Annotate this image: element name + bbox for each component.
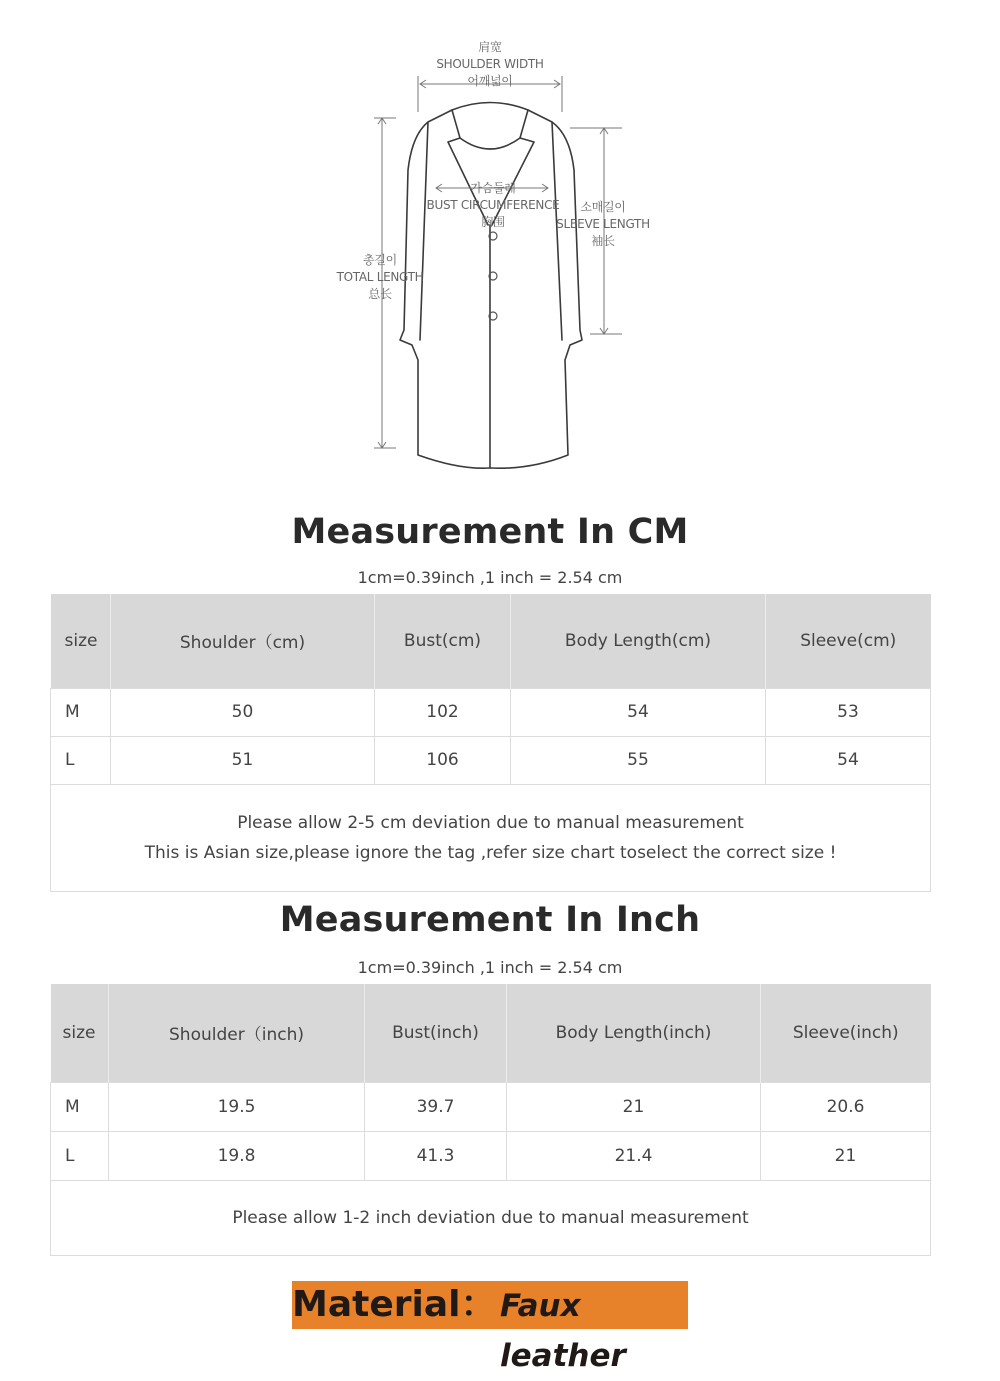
table-row (51, 1131, 931, 1180)
cell-shoulder: 19.5 (109, 1082, 365, 1131)
cell-shoulder: 19.8 (109, 1131, 365, 1180)
header-bust: Bust(inch) (365, 984, 507, 1082)
cell-size: L (51, 736, 111, 784)
cell-body-length: 55 (511, 736, 766, 784)
cell-shoulder: 50 (111, 688, 375, 736)
inch-section-title: Measurement In Inch (279, 900, 701, 940)
cell-body-length: 21.4 (507, 1131, 761, 1180)
cell-bust: 41.3 (365, 1131, 507, 1180)
deviation-note (51, 784, 931, 891)
header-body-length: Body Length(cm) (511, 594, 766, 688)
header-size: size (51, 594, 111, 688)
table-row (51, 1082, 931, 1131)
note-line: This is Asian size,please ignore the tag ,refer size chart toselect the correct size ! (144, 842, 837, 863)
cm-size-table (50, 594, 931, 892)
inch-conversion-note: 1cm=0.39inch ,1 inch = 2.54 cm (357, 958, 623, 977)
table-row (51, 736, 931, 784)
cell-size: M (51, 688, 111, 736)
table-header-row (51, 984, 931, 1082)
table-note-row (51, 784, 931, 891)
table-note-row (51, 1180, 931, 1255)
bust-circumference-label: 가슴둘레 BUST CIRCUMFERENCE 胸围 (426, 181, 560, 229)
cell-sleeve: 21 (761, 1131, 931, 1180)
header-body-length: Body Length(inch) (507, 984, 761, 1082)
cell-sleeve: 20.6 (761, 1082, 931, 1131)
table-row (51, 688, 931, 736)
header-bust: Bust(cm) (375, 594, 511, 688)
material-value: Faux leather (500, 1288, 626, 1374)
cell-sleeve: 54 (766, 736, 931, 784)
cell-body-length: 54 (511, 688, 766, 736)
shoulder-width-label: 肩宽 SHOULDER WIDTH 어깨넓이 (436, 40, 544, 88)
material-label: Material： (292, 1284, 497, 1325)
cell-bust: 102 (375, 688, 511, 736)
total-length-label: 총길이 TOTAL LENGTH 总长 (336, 253, 424, 301)
cell-body-length: 21 (507, 1082, 761, 1131)
sleeve-length-label: 소매길이 SLEEVE LENGTH 袖长 (556, 200, 650, 248)
header-sleeve: Sleeve(inch) (761, 984, 931, 1082)
cell-size: M (51, 1082, 109, 1131)
header-size: size (51, 984, 109, 1082)
cell-shoulder: 51 (111, 736, 375, 784)
deviation-note: Please allow 1-2 inch deviation due to manual measurement (51, 1180, 931, 1255)
header-sleeve: Sleeve(cm) (766, 594, 931, 688)
cell-bust: 39.7 (365, 1082, 507, 1131)
cm-section-title: Measurement In CM (291, 512, 689, 552)
note-line: Please allow 2-5 cm deviation due to manual measurement (237, 812, 744, 833)
cell-bust: 106 (375, 736, 511, 784)
cell-size: L (51, 1131, 109, 1180)
coat-size-diagram (0, 0, 1000, 480)
cell-sleeve: 53 (766, 688, 931, 736)
material-banner (292, 1281, 688, 1374)
table-header-row (51, 594, 931, 688)
cm-conversion-note: 1cm=0.39inch ,1 inch = 2.54 cm (357, 568, 623, 587)
inch-size-table (50, 984, 931, 1256)
header-shoulder: Shoulder（cm) (111, 594, 375, 688)
header-shoulder: Shoulder（inch) (109, 984, 365, 1082)
